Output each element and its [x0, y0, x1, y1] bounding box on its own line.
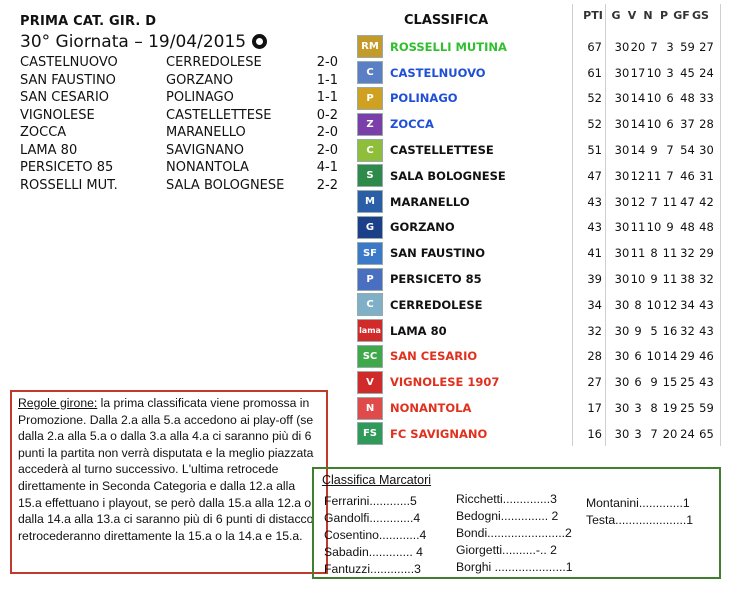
stat-gs: 31 — [699, 168, 714, 183]
stat-g: 30 — [614, 91, 630, 106]
standings-column-headers — [578, 9, 710, 22]
rules-label: Regole girone: — [18, 396, 98, 410]
team-logo-icon: M — [357, 190, 383, 213]
stat-p: 19 — [662, 401, 678, 416]
stat-p: 12 — [662, 297, 678, 312]
result-away-team: GORZANO — [166, 72, 234, 88]
stat-n: 10 — [646, 91, 662, 106]
team-points: 52 — [587, 91, 602, 106]
result-row — [20, 89, 338, 107]
stat-gf: 25 — [680, 375, 695, 390]
scorer-entry: Borghi .....................1 — [456, 560, 573, 574]
stat-v: 6 — [634, 349, 642, 364]
result-score: 2-0 — [316, 125, 338, 140]
team-points: 27 — [587, 375, 602, 390]
result-away-team: CASTELLETTESE — [166, 107, 272, 123]
team-points: 28 — [587, 349, 602, 364]
team-points: 43 — [587, 194, 602, 209]
team-logo-icon: lama — [357, 319, 383, 342]
stat-p: 16 — [662, 323, 678, 338]
stat-g: 30 — [614, 375, 630, 390]
stat-gf: 59 — [680, 39, 695, 54]
stat-gf: 37 — [680, 117, 695, 132]
stat-n: 9 — [650, 375, 658, 390]
stat-n: 9 — [650, 143, 658, 158]
team-stats — [614, 91, 716, 105]
scorers-box — [312, 467, 721, 579]
result-home-team: ROSSELLI MUT. — [20, 177, 118, 193]
team-stats — [614, 375, 716, 389]
result-home-team: LAMA 80 — [20, 142, 78, 158]
stat-n: 9 — [650, 272, 658, 287]
stat-gs: 59 — [699, 401, 714, 416]
stat-gf: 25 — [680, 401, 695, 416]
stat-p: 15 — [662, 375, 678, 390]
stat-p: 3 — [666, 39, 674, 54]
scorer-entry: Sabadin............. 4 — [324, 545, 423, 559]
scorers-column — [586, 495, 693, 529]
stat-gs: 30 — [699, 143, 714, 158]
round-title — [20, 32, 267, 52]
stat-gs: 24 — [699, 65, 714, 80]
stat-gs: 43 — [699, 297, 714, 312]
standings-row — [356, 421, 724, 447]
stat-n: 7 — [650, 426, 658, 441]
team-logo-icon: SF — [357, 242, 383, 265]
scorer-entry: Montanini.............1 — [586, 496, 690, 510]
stat-v: 17 — [630, 65, 646, 80]
team-name: SAN CESARIO — [390, 349, 478, 364]
team-logo-icon: P — [357, 268, 383, 291]
stat-g: 30 — [614, 323, 630, 338]
team-logo-icon: N — [357, 397, 383, 420]
result-row — [20, 142, 338, 160]
team-name: NONANTOLA — [390, 401, 472, 416]
team-points: 16 — [587, 426, 602, 441]
stat-gf: 24 — [680, 426, 695, 441]
team-stats — [614, 117, 716, 131]
standings-row — [356, 369, 724, 395]
result-home-team: SAN FAUSTINO — [20, 72, 116, 88]
column-header: P — [659, 9, 669, 22]
result-score: 2-0 — [316, 142, 338, 158]
result-score: 2-2 — [316, 177, 338, 193]
team-logo-icon: C — [357, 139, 383, 162]
standings-row — [356, 163, 724, 189]
stat-v: 11 — [630, 246, 646, 261]
result-away-team: CERREDOLESE — [166, 55, 262, 70]
stat-p: 20 — [662, 426, 678, 441]
standings-row — [356, 344, 724, 370]
stat-p: 6 — [666, 91, 674, 106]
team-stats — [614, 66, 716, 80]
stat-gs: 32 — [699, 272, 714, 287]
team-name: LAMA 80 — [390, 323, 447, 338]
scorer-entry: Gandolfi.............4 — [324, 511, 421, 525]
stat-v: 8 — [634, 297, 642, 312]
team-name: ZOCCA — [390, 117, 434, 132]
result-away-team: NONANTOLA — [166, 160, 249, 175]
stat-g: 30 — [614, 220, 630, 235]
stat-v: 9 — [634, 323, 642, 338]
team-name: CASTELNUOVO — [390, 65, 486, 80]
standings-table — [356, 34, 724, 447]
result-row — [20, 177, 338, 195]
scorer-entry: Testa.....................1 — [586, 513, 694, 527]
team-logo-icon: RM — [357, 35, 383, 58]
stat-n: 7 — [650, 39, 658, 54]
team-logo-icon: FS — [357, 422, 383, 445]
result-row — [20, 107, 338, 125]
scorer-entry: Bedogni.............. 2 — [456, 509, 559, 523]
stat-gs: 27 — [699, 39, 714, 54]
stat-gf: 47 — [680, 194, 695, 209]
team-points: 32 — [587, 323, 602, 338]
stat-gf: 34 — [680, 297, 695, 312]
team-logo-icon: S — [357, 164, 383, 187]
stat-gs: 42 — [699, 194, 714, 209]
standings-row — [356, 189, 724, 215]
result-score: 0-2 — [316, 107, 338, 123]
team-logo-icon: C — [357, 293, 383, 316]
team-stats — [614, 246, 716, 260]
team-logo-icon: SC — [357, 345, 383, 368]
result-score: 1-1 — [316, 72, 338, 88]
stat-gs: 43 — [699, 375, 714, 390]
stat-gf: 32 — [680, 323, 695, 338]
team-stats — [614, 349, 716, 363]
stat-p: 3 — [666, 65, 674, 80]
team-points: 34 — [587, 297, 602, 312]
stat-g: 30 — [614, 194, 630, 209]
stat-gf: 48 — [680, 91, 695, 106]
result-home-team: VIGNOLESE — [20, 107, 95, 123]
stat-v: 12 — [630, 168, 646, 183]
stat-g: 30 — [614, 401, 630, 416]
result-home-team: SAN CESARIO — [20, 90, 110, 105]
stat-gs: 29 — [699, 246, 714, 261]
team-logo-icon: P — [357, 87, 383, 110]
result-score: 2-0 — [316, 55, 338, 70]
team-stats — [614, 143, 716, 157]
team-stats — [614, 169, 716, 183]
standings-row — [356, 34, 724, 60]
stat-n: 10 — [646, 297, 662, 312]
standings-row — [356, 60, 724, 86]
scorer-entry: Ferrarini............5 — [324, 494, 417, 508]
stat-gs: 65 — [699, 426, 714, 441]
standings-row — [356, 395, 724, 421]
stat-g: 30 — [614, 297, 630, 312]
team-name: ROSSELLI MUTINA — [390, 39, 507, 54]
stat-p: 11 — [662, 194, 678, 209]
team-stats — [614, 220, 716, 234]
stat-p: 7 — [666, 168, 674, 183]
result-home-team: PERSICETO 85 — [20, 160, 114, 175]
column-header: G — [611, 9, 621, 22]
stat-n: 5 — [650, 323, 658, 338]
stat-v: 14 — [630, 143, 646, 158]
stat-p: 11 — [662, 246, 678, 261]
team-stats — [614, 401, 716, 415]
team-name: PERSICETO 85 — [390, 272, 482, 287]
stat-gs: 48 — [699, 220, 714, 235]
team-points: 47 — [587, 168, 602, 183]
stat-g: 30 — [614, 65, 630, 80]
scorer-entry: Bondi.......................2 — [456, 526, 572, 540]
team-name: SAN FAUSTINO — [390, 246, 486, 261]
scorers-column — [456, 491, 573, 576]
scorer-entry: Giorgetti..........-.. 2 — [456, 543, 557, 557]
team-stats — [614, 195, 716, 209]
team-points: 41 — [587, 246, 602, 261]
stat-gf: 32 — [680, 246, 695, 261]
column-header: PTI — [583, 9, 603, 22]
rules-text: la prima classificata viene promossa in Promozione. Dalla 2.a alla 5.a accedono ai play-off (se dalla 2.a alla 5.a o dalla 3.a alla 4.a ci saranno più di 6 punti la partita non verrà disputata e la meglio piazzata accederà al turno successivo. L'ultima retrocede direttamente in Seconda Categoria e dalla 12.a alla 15.a effettuano i playout, se però dalla 15.a alla 12.a o dalla 14.a alla 13.a ci saranno più di 6 punti di distacco retrocederanno direttamente la 15.a o la 14.a e 15.a. — [18, 396, 314, 543]
stat-g: 30 — [614, 246, 630, 261]
stat-n: 11 — [646, 168, 662, 183]
result-row — [20, 72, 338, 90]
stat-gf: 29 — [680, 349, 695, 364]
standings-row — [356, 318, 724, 344]
result-score: 1-1 — [316, 90, 338, 105]
stat-v: 14 — [630, 117, 646, 132]
stat-v: 3 — [634, 426, 642, 441]
team-stats — [614, 40, 716, 54]
stat-p: 7 — [666, 143, 674, 158]
stat-n: 8 — [650, 246, 658, 261]
team-points: 67 — [587, 39, 602, 54]
stat-gs: 33 — [699, 91, 714, 106]
team-points: 51 — [587, 143, 602, 158]
team-name: FC SAVIGNANO — [390, 426, 488, 441]
stat-g: 30 — [614, 39, 630, 54]
scorer-entry: Cosentino............4 — [324, 528, 427, 542]
stat-gf: 46 — [680, 168, 695, 183]
result-score: 4-1 — [316, 160, 338, 175]
team-name: POLINAGO — [390, 91, 458, 106]
team-points: 17 — [587, 401, 602, 416]
stat-v: 11 — [630, 220, 646, 235]
result-away-team: SALA BOLOGNESE — [166, 177, 285, 193]
stat-p: 6 — [666, 117, 674, 132]
team-logo-icon: C — [357, 61, 383, 84]
stat-gf: 48 — [680, 220, 695, 235]
standings-row — [356, 86, 724, 112]
column-header: GF — [673, 9, 690, 22]
stat-v: 12 — [630, 194, 646, 209]
result-away-team: MARANELLO — [166, 125, 246, 140]
team-name: VIGNOLESE 1907 — [390, 375, 500, 390]
stat-n: 10 — [646, 349, 662, 364]
team-name: CASTELLETTESE — [390, 143, 494, 158]
stat-v: 6 — [634, 375, 642, 390]
standings-row — [356, 292, 724, 318]
results-list — [20, 54, 338, 194]
stat-gs: 46 — [699, 349, 714, 364]
stat-v: 3 — [634, 401, 642, 416]
team-points: 52 — [587, 117, 602, 132]
scorer-entry: Fantuzzi.............3 — [324, 562, 421, 576]
stat-g: 30 — [614, 272, 630, 287]
team-logo-icon: V — [357, 371, 383, 394]
stat-v: 20 — [630, 39, 646, 54]
stat-v: 10 — [630, 272, 646, 287]
team-stats — [614, 298, 716, 312]
standings-row — [356, 137, 724, 163]
stat-p: 14 — [662, 349, 678, 364]
stat-n: 8 — [650, 401, 658, 416]
team-name: GORZANO — [390, 220, 455, 235]
stat-gs: 43 — [699, 323, 714, 338]
column-header: N — [643, 9, 653, 22]
column-header: GS — [692, 9, 709, 22]
standings-row — [356, 215, 724, 241]
team-logo-icon: Z — [357, 113, 383, 136]
result-row — [20, 159, 338, 177]
standings-row — [356, 111, 724, 137]
round-date: 30° Giornata – 19/04/2015 — [20, 32, 247, 52]
stat-n: 10 — [646, 117, 662, 132]
stat-v: 14 — [630, 91, 646, 106]
stat-n: 10 — [646, 220, 662, 235]
team-points: 61 — [587, 65, 602, 80]
stat-n: 10 — [646, 65, 662, 80]
result-home-team: ZOCCA — [20, 125, 67, 140]
team-name: SALA BOLOGNESE — [390, 168, 506, 183]
rules-box — [10, 390, 328, 574]
result-away-team: SAVIGNANO — [166, 142, 244, 158]
stat-g: 30 — [614, 349, 630, 364]
stat-gf: 54 — [680, 143, 695, 158]
stat-g: 30 — [614, 426, 630, 441]
stat-g: 30 — [614, 168, 630, 183]
standings-row — [356, 266, 724, 292]
column-header: V — [627, 9, 637, 22]
standings-row — [356, 240, 724, 266]
scorers-title: Classifica Marcatori — [322, 473, 432, 487]
stat-g: 30 — [614, 117, 630, 132]
stat-gf: 38 — [680, 272, 695, 287]
result-away-team: POLINAGO — [166, 90, 234, 105]
team-name: CERREDOLESE — [390, 297, 483, 312]
stat-p: 11 — [662, 272, 678, 287]
result-row — [20, 124, 338, 142]
result-row — [20, 54, 338, 72]
team-name: MARANELLO — [390, 194, 470, 209]
stat-gf: 45 — [680, 65, 695, 80]
team-points: 43 — [587, 220, 602, 235]
category-title: PRIMA CAT. GIR. D — [20, 14, 157, 29]
stat-p: 9 — [666, 220, 674, 235]
scorers-column — [324, 493, 426, 578]
team-stats — [614, 272, 716, 286]
soccer-ball-icon — [252, 34, 267, 49]
team-stats — [614, 324, 716, 338]
scorer-entry: Ricchetti..............3 — [456, 492, 557, 506]
result-home-team: CASTELNUOVO — [20, 55, 118, 70]
team-points: 39 — [587, 272, 602, 287]
stat-gs: 28 — [699, 117, 714, 132]
team-stats — [614, 427, 716, 441]
team-logo-icon: G — [357, 216, 383, 239]
stat-n: 7 — [650, 194, 658, 209]
stat-g: 30 — [614, 143, 630, 158]
standings-title: CLASSIFICA — [404, 13, 489, 28]
